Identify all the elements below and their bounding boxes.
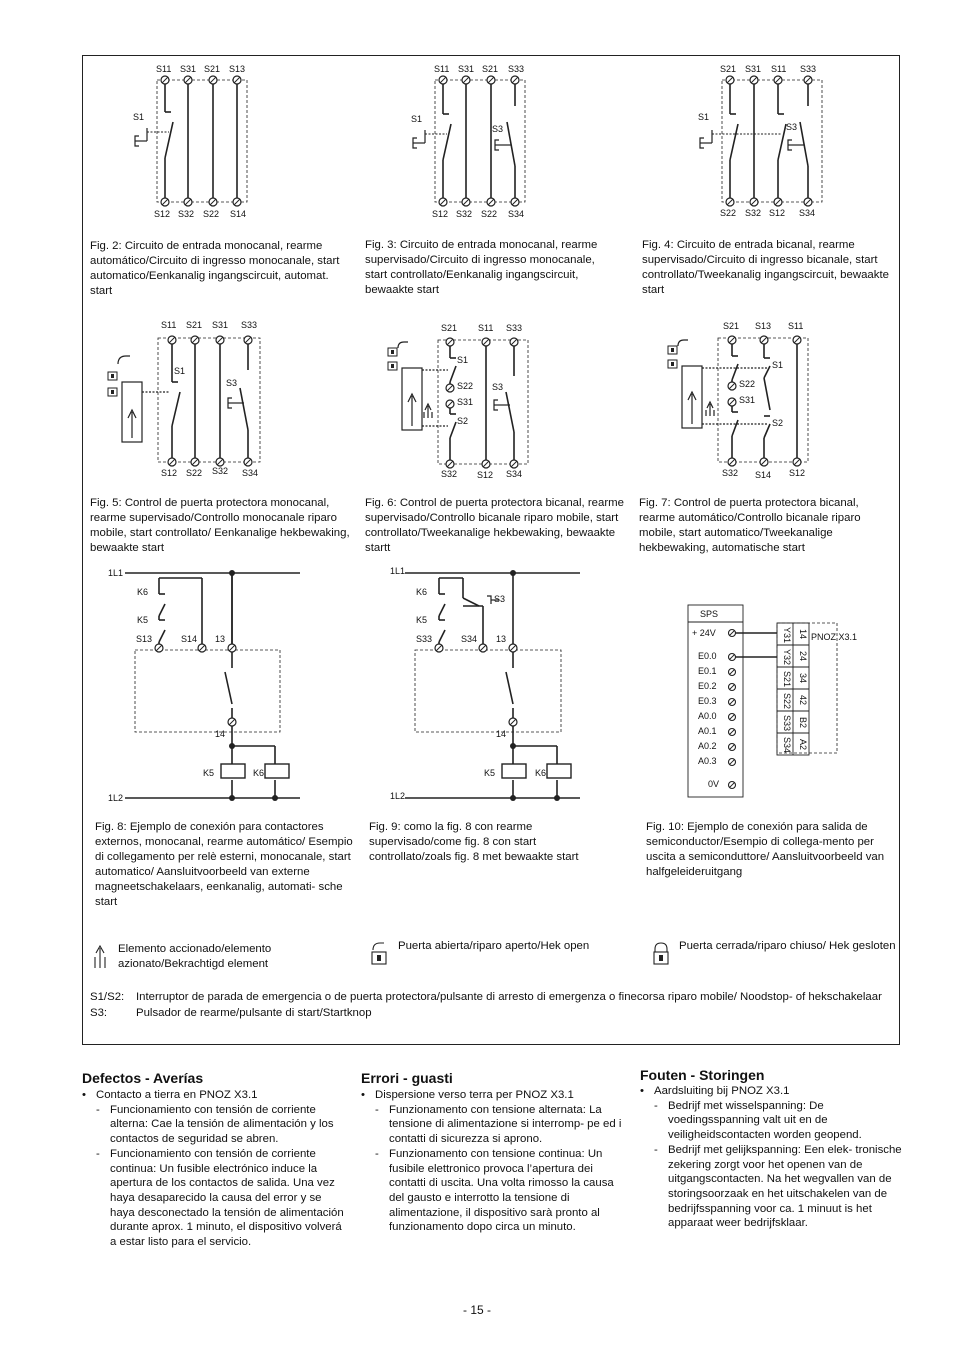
fig5-circuit-svg — [100, 330, 270, 470]
fig9-terminal-label: S34 — [461, 634, 478, 644]
fig10-col1-label: S22 — [782, 693, 792, 710]
fig4-switch-label: S1 — [698, 112, 710, 122]
fig7-circuit-svg — [660, 330, 820, 470]
fig5-caption: Fig. 5: Control de puerta protectora monocanal, rearme supervisado/Controllo monocanale riparo mobile, start controllato/ Eenkanalige hekbewaking, bewaakte start — [90, 497, 350, 554]
fig6-switch-label: S3 — [492, 382, 504, 392]
fig4-bottom-label: S22 — [720, 208, 737, 218]
section-bullet: • Aardsluiting bij PNOZ X3.1 — [640, 1084, 902, 1099]
section-item: - Funzionamento con tensione alternata: La tensione di alimentazione si interromp- pe ed i contatti di sicurezza si aprono. — [361, 1103, 623, 1147]
fig8-rail-label: 1L1 — [108, 568, 124, 578]
fig10-sps-label: SPS — [700, 609, 719, 619]
fig6-bottom-label: S32 — [441, 469, 458, 479]
fig9-rail-label: 1L1 — [390, 566, 406, 576]
activated-element-icon — [90, 944, 110, 970]
fig3-bottom-label: S34 — [508, 209, 525, 219]
section-item: - Funcionamiento con tensión de corriente continua: Un fusible electrónico induce la apertura de los contactos de salida. Una vez haya desaparecido la causa del error y se haya desconectado la tensión de alimentación durante aprox. 1 minuto, el dispositivo volverá a estar listo para el servicio. — [82, 1147, 344, 1250]
switch-definitions — [90, 990, 896, 1020]
fig4-bottom-label: S32 — [745, 208, 762, 218]
fig9-terminal-label: 14 — [496, 729, 507, 739]
fig8-terminal-label: S14 — [181, 634, 198, 644]
fig5-switch-label: S3 — [226, 378, 238, 388]
definition-row — [90, 1006, 896, 1020]
fig6-bottom-label: S34 — [506, 469, 523, 479]
fig7-caption: Fig. 7: Control de puerta protectora bicanal, rearme automático/Controllo bicanale riparo mobile, start automatico/Tweekanalige hekbewaking, automatische start — [639, 497, 861, 554]
section-item: - Funzionamento con tensione continua: Un fusibile elettronico provoca l’apertura dei contatti di uscita. Una volta rimosso la causa del gausto e interrotto la tensione di alimentazione, il dispositivo sarà pronto al funzionamento dopo circa un minuto. — [361, 1147, 623, 1235]
door-closed-icon — [650, 940, 672, 968]
fig2-top-label: S31 — [180, 64, 197, 74]
fig8-contact-label: K5 — [137, 615, 149, 625]
fig7-mid-label: S22 — [739, 379, 756, 389]
fig10-col1-label: Y32 — [782, 649, 792, 666]
fig10-col2-label: 24 — [798, 651, 808, 662]
page-number: - 15 - — [462, 1303, 491, 1317]
fig3-top-label: S21 — [482, 64, 499, 74]
fig8-coil-label: K5 — [203, 768, 215, 778]
fig2-top-label: S21 — [204, 64, 221, 74]
fig7-top-label: S21 — [723, 321, 740, 331]
fig2-top-label: S13 — [229, 64, 246, 74]
fig5-bottom-label: S22 — [186, 468, 203, 478]
fig10-col2-label: 34 — [798, 673, 808, 684]
fig8-terminal-label: 13 — [215, 634, 226, 644]
definition-row — [90, 990, 896, 1004]
fig9-terminal-label: S33 — [416, 634, 433, 644]
legend-activated-text: Elemento accionado/elemento azionato/Bekrachtigd element — [118, 943, 272, 970]
fig4-bottom-label: S12 — [769, 208, 786, 218]
fig2-switch-label: S1 — [133, 112, 145, 122]
fig3-bottom-label: S32 — [456, 209, 473, 219]
fig10-input-label: A0.3 — [698, 756, 717, 766]
fig5-bottom-label: S34 — [242, 468, 259, 478]
fig10-zero-label: 0V — [708, 779, 720, 789]
section-item: - Bedrijf met gelijkspanning: Een elek- tronische zekering zorgt voor het openen van de uitgangscontacten. Na het wegvallen van de storingsoorzaak en het uitschakelen van de bedrijfsspanning voor ca. 1 minuut is het apparaat weer bedrijfsklaar. — [640, 1143, 902, 1231]
fig4-top-label: S31 — [745, 64, 762, 74]
fig6-bottom-label: S12 — [477, 470, 494, 480]
fig6-circuit-svg — [380, 332, 540, 472]
section-title-it: Errori - guasti — [361, 1070, 453, 1086]
fig10-col1-label: Y31 — [782, 627, 792, 644]
fig10-col1-label: S21 — [782, 671, 792, 688]
fig8-rail-label: 1L2 — [108, 793, 124, 803]
fig2-bottom-label: S12 — [154, 209, 171, 219]
fig10-col2-label: A2 — [798, 739, 808, 751]
fig10-input-label: A0.2 — [698, 741, 717, 751]
fig10-input-label: A0.0 — [698, 711, 717, 721]
fig7-top-label: S13 — [755, 321, 772, 331]
fig10-input-label: E0.0 — [698, 651, 717, 661]
section-body-es — [82, 1088, 344, 1250]
fig3-top-label: S11 — [434, 64, 450, 74]
section-item: - Funcionamiento con tensión de corriente alterna: Cae la tensión de alimentación y los contactos de seguridad se abren. — [82, 1103, 344, 1147]
fig4-bottom-label: S34 — [799, 208, 816, 218]
fig2-bottom-label: S22 — [203, 209, 220, 219]
section-title-nl: Fouten - Storingen — [640, 1067, 765, 1083]
fig5-bottom-label: S32 — [212, 466, 229, 476]
fig9-caption: Fig. 9: como la fig. 8 con rearme supervisado/come fig. 8 con start controllato/zoals fig. 8 met bewaakte start — [369, 821, 579, 863]
fig2-bottom-label: S14 — [230, 209, 247, 219]
fig9-contact-label: K6 — [416, 587, 428, 597]
section-body-nl — [640, 1084, 902, 1231]
fig6-top-label: S11 — [478, 323, 494, 333]
fig8-contact-label: K6 — [137, 587, 149, 597]
definition-text: Interruptor de parada de emergencia o de puerta protectora/pulsante di arresto di emergenza o finecorsa riparo mobile/ Noodstop- of hekschakelaar — [136, 991, 882, 1003]
fig10-col1-label: S33 — [782, 715, 792, 732]
fig9-terminal-label: 13 — [496, 634, 507, 644]
section-item: - Bedrijf met wisselspanning: De voedingsspanning valt uit en de veiligheidscontacten worden geopend. — [640, 1099, 902, 1143]
definition-key: S1/S2: — [90, 991, 125, 1003]
fig4-caption: Fig. 4: Circuito de entrada bicanal, rearme supervisado/Circuito di ingresso bicanale, start controllato/Tweekanalig ingangscircuit, bewaakte start — [642, 239, 889, 296]
fig3-switch-label: S1 — [411, 114, 423, 124]
fig3-caption: Fig. 3: Circuito de entrada monocanal, rearme supervisado/Circuito di ingresso monocanale, start controllato/Eenkanalig ingangscircuit, bewaakte start — [365, 239, 598, 296]
fig2-bottom-label: S32 — [178, 209, 195, 219]
fig7-bottom-label: S32 — [722, 468, 739, 478]
fig7-mid-label: S31 — [739, 395, 756, 405]
fig6-top-label: S21 — [441, 323, 458, 333]
fig6-switch-label: S2 — [457, 416, 469, 426]
fig9-coil-label: K5 — [484, 768, 496, 778]
fig7-top-label: S11 — [788, 321, 804, 331]
fig8-coil-label: K6 — [253, 768, 265, 778]
fig10-input-label: E0.3 — [698, 696, 717, 706]
fig7-switch-label: S2 — [772, 418, 784, 428]
fig5-bottom-label: S12 — [161, 468, 178, 478]
fig4-top-label: S11 — [771, 64, 787, 74]
fig5-top-label: S33 — [241, 320, 258, 330]
fig6-switch-label: S1 — [457, 355, 469, 365]
fig10-col2-label: 42 — [798, 695, 808, 706]
legend-door-open-text: Puerta abierta/riparo aperto/Hek open — [398, 940, 590, 952]
fig8-terminal-label: S13 — [136, 634, 153, 644]
fig9-rail-label: 1L2 — [390, 791, 406, 801]
fig10-plus-label: + 24V — [692, 628, 716, 638]
fig4-top-label: S21 — [720, 64, 737, 74]
section-bullet: • Contacto a tierra en PNOZ X3.1 — [82, 1088, 344, 1103]
fig10-caption: Fig. 10: Ejemplo de conexión para salida de semiconductor/Esempio di collega-mento per uscita a semiconduttore/ Aansluitvoorbeeld van halfgeleideruitgang — [646, 821, 885, 878]
fig10-device-label: PNOZ X3.1 — [811, 632, 858, 642]
fig6-top-label: S33 — [506, 323, 523, 333]
fig3-switch-label: S3 — [492, 124, 504, 134]
fig2-circuit-svg — [125, 70, 255, 210]
fig9-contact-label: K5 — [416, 615, 428, 625]
fig7-bottom-label: S14 — [755, 470, 772, 480]
section-body-it — [361, 1088, 623, 1235]
fig4-switch-label: S3 — [786, 122, 798, 132]
section-bullet: • Dispersione verso terra per PNOZ X3.1 — [361, 1088, 623, 1103]
door-open-icon — [368, 940, 390, 968]
fig6-mid-label: S22 — [457, 381, 474, 391]
fig6-caption: Fig. 6: Control de puerta protectora bicanal, rearme supervisado/Controllo bicanale riparo mobile, start controllato/Tweekanalige hekbewaking, bewaakte startt — [365, 497, 624, 554]
fig5-top-label: S11 — [161, 320, 177, 330]
fig5-top-label: S31 — [212, 320, 229, 330]
fig2-caption: Fig. 2: Circuito de entrada monocanal, rearme automático/Circuito di ingresso monocanale, start automatico/Eenkanalig ingangscircuit, automat. start — [90, 240, 340, 297]
fig9-contact-label: S3 — [494, 594, 506, 604]
definition-text: Pulsador de rearme/pulsante di start/Startknop — [136, 1007, 372, 1019]
section-title-es: Defectos - Averías — [82, 1070, 204, 1086]
fig9-coil-label: K6 — [535, 768, 547, 778]
fig3-bottom-label: S22 — [481, 209, 498, 219]
fig5-switch-label: S1 — [174, 366, 186, 376]
fig2-top-label: S11 — [156, 64, 172, 74]
fig3-top-label: S31 — [458, 64, 475, 74]
fig8-terminal-label: 14 — [215, 729, 226, 739]
fig3-bottom-label: S12 — [432, 209, 449, 219]
fig10-col1-label: S34 — [782, 737, 792, 754]
fig8-caption: Fig. 8: Ejemplo de conexión para contactores externos, monocanal, rearme automático/ Esempio di collegamento per relè esterni, monocanale, start automatico/ Aansluitvoorbeeld van externe magneetschakelaars, eenkanalig, automati- sche start — [95, 821, 353, 908]
fig3-top-label: S33 — [508, 64, 525, 74]
fig10-input-label: A0.1 — [698, 726, 717, 736]
fig10-input-label: E0.1 — [698, 666, 717, 676]
fig10-col2-label: B2 — [798, 717, 808, 729]
fig5-top-label: S21 — [186, 320, 203, 330]
fig4-top-label: S33 — [800, 64, 817, 74]
fig7-bottom-label: S12 — [789, 468, 806, 478]
definition-key: S3: — [90, 1007, 108, 1019]
fig9-circuit-svg — [405, 568, 585, 808]
fig6-mid-label: S31 — [457, 397, 474, 407]
fig10-input-label: E0.2 — [698, 681, 717, 691]
legend-door-closed-text: Puerta cerrada/riparo chiuso/ Hek gesloten — [679, 940, 896, 952]
fig8-circuit-svg — [125, 568, 305, 808]
fig10-col2-label: 14 — [798, 629, 808, 640]
fig4-circuit-svg — [690, 70, 830, 210]
fig3-circuit-svg — [403, 70, 533, 210]
fig7-switch-label: S1 — [772, 360, 784, 370]
